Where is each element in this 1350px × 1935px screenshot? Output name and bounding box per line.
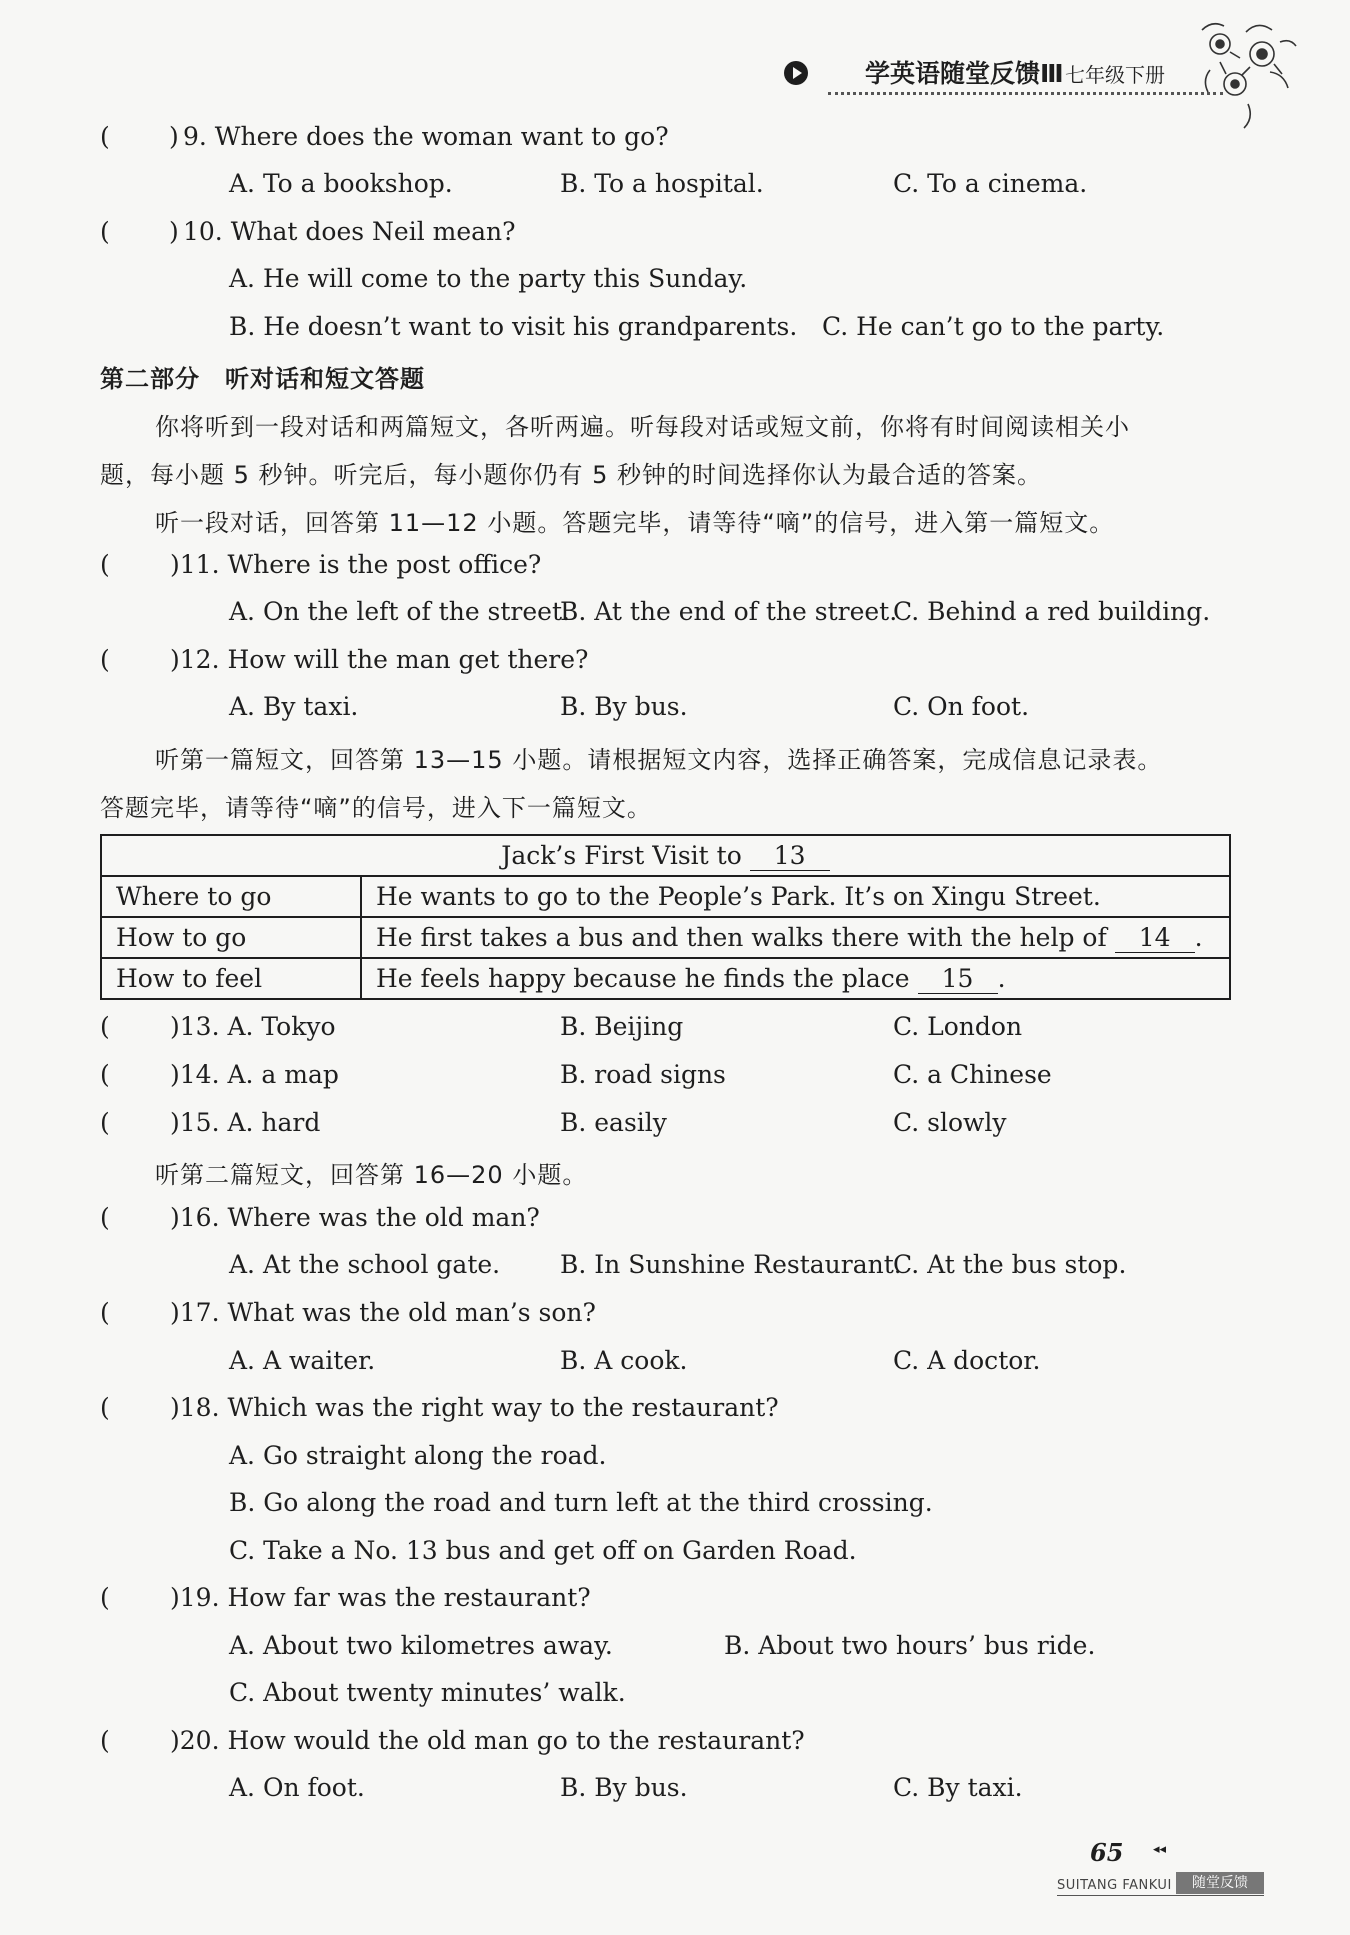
answer-paren-close: ) [169, 122, 179, 151]
question-16: )16. Where was the old man? [170, 1203, 540, 1232]
option-9a: A. To a bookshop. [229, 169, 453, 198]
option-12a: A. By taxi. [229, 692, 359, 721]
table-row-label: How to go [101, 917, 361, 958]
option-16a: A. At the school gate. [229, 1250, 501, 1279]
table-title-row [101, 835, 1230, 876]
footer-brand-en: SUITANG FANKUI [1057, 1878, 1172, 1893]
answer-paren: ( [100, 122, 110, 151]
option-20b: B. By bus. [560, 1773, 688, 1802]
page-number: 65 [1090, 1838, 1124, 1867]
option-10c: C. He can’t go to the party. [822, 312, 1165, 341]
question-18: )18. Which was the right way to the restaurant? [170, 1393, 779, 1422]
table-title: Jack’s First Visit to [501, 840, 750, 870]
answer-paren: ( [100, 1108, 110, 1137]
option-19a: A. About two kilometres away. [229, 1631, 613, 1660]
answer-paren: ( [100, 1726, 110, 1755]
option-20a: A. On foot. [229, 1773, 365, 1802]
option-19b: B. About two hours’ bus ride. [724, 1631, 1096, 1660]
option-17a: A. A waiter. [229, 1346, 376, 1375]
option-15b: B. easily [560, 1108, 667, 1137]
answer-paren: ( [100, 1060, 110, 1089]
question-15: )15. A. hard [170, 1108, 321, 1137]
blank-15: 15 [918, 964, 998, 994]
option-19c: C. About twenty minutes’ walk. [229, 1678, 626, 1707]
question-13: )13. A. Tokyo [170, 1012, 336, 1041]
row-suffix: . [997, 963, 1006, 993]
answer-paren: ( [100, 1203, 110, 1232]
option-18b: B. Go along the road and turn left at the third crossing. [229, 1488, 933, 1517]
table-row-text [361, 958, 1230, 999]
table-row [101, 917, 1230, 958]
option-11c: C. Behind a red building. [893, 597, 1211, 626]
header-title: 学英语随堂反馈Ⅲ [865, 59, 1064, 88]
table-row-text [361, 876, 1230, 917]
question-9: 9. Where does the woman want to go? [183, 122, 669, 151]
flower-ornament-icon [1190, 12, 1310, 132]
question-14: )14. A. a map [170, 1060, 339, 1089]
info-record-table [100, 834, 1231, 1000]
dialogue-instruction: 听一段对话，回答第 11—12 小题。答题完毕，请等待“嘀”的信号，进入第一篇短文。 [155, 509, 1115, 537]
answer-paren: ( [100, 1012, 110, 1041]
option-16c: C. At the bus stop. [893, 1250, 1127, 1279]
answer-paren: ( [100, 645, 110, 674]
row-text: He first takes a bus and then walks there with the help of [376, 922, 1115, 952]
header-dotted-rule [828, 92, 1223, 95]
row-text: He wants to go to the People’s Park. It’s on Xingu Street. [376, 882, 1101, 911]
intro-line-1: 你将听到一段对话和两篇短文，各听两遍。听每段对话或短文前，你将有时间阅读相关小 [155, 413, 1130, 441]
question-19: )19. How far was the restaurant? [170, 1583, 591, 1612]
question-10: 10. What does Neil mean? [183, 217, 516, 246]
question-12: )12. How will the man get there? [170, 645, 589, 674]
row-suffix: . [1194, 922, 1203, 952]
passage2-instruction: 听第二篇短文，回答第 16—20 小题。 [155, 1161, 588, 1189]
question-11: )11. Where is the post office? [170, 550, 542, 579]
blank-13: 13 [750, 841, 830, 871]
play-icon [784, 61, 808, 85]
table-row-label: Where to go [101, 876, 361, 917]
answer-paren-close: ) [169, 217, 179, 246]
passage1-instruction-1: 听第一篇短文，回答第 13—15 小题。请根据短文内容，选择正确答案，完成信息记录表。 [155, 746, 1163, 774]
question-17: )17. What was the old man’s son? [170, 1298, 596, 1327]
intro-line-2: 题，每小题 5 秒钟。听完后，每小题你仍有 5 秒钟的时间选择你认为最合适的答案。 [100, 461, 1043, 489]
table-row [101, 876, 1230, 917]
option-14c: C. a Chinese [893, 1060, 1052, 1089]
row-text: He feels happy because he finds the place [376, 963, 918, 993]
option-12b: B. By bus. [560, 692, 688, 721]
option-11a: A. On the left of the street. [229, 597, 570, 626]
passage1-instruction-2: 答题完毕，请等待“嘀”的信号，进入下一篇短文。 [100, 794, 652, 822]
header-subtitle: 七年级下册 [1065, 63, 1165, 87]
answer-paren: ( [100, 217, 110, 246]
option-9c: C. To a cinema. [893, 169, 1088, 198]
option-14b: B. road signs [560, 1060, 726, 1089]
question-20: )20. How would the old man go to the restaurant? [170, 1726, 805, 1755]
footer-brand-badge: 随堂反馈 [1176, 1872, 1264, 1894]
option-9b: B. To a hospital. [560, 169, 764, 198]
option-13c: C. London [893, 1012, 1023, 1041]
option-18c: C. Take a No. 13 bus and get off on Garden Road. [229, 1536, 857, 1565]
option-10b: B. He doesn’t want to visit his grandparents. [229, 312, 798, 341]
answer-paren: ( [100, 1298, 110, 1327]
option-17c: C. A doctor. [893, 1346, 1041, 1375]
option-10a: A. He will come to the party this Sunday. [229, 264, 748, 293]
blank-14: 14 [1115, 923, 1195, 953]
option-11b: B. At the end of the street. [560, 597, 898, 626]
section-heading: 第二部分 听对话和短文答题 [100, 365, 425, 393]
option-20c: C. By taxi. [893, 1773, 1023, 1802]
table-row-label: How to feel [101, 958, 361, 999]
table-title-cell [101, 835, 1230, 876]
option-16b: B. In Sunshine Restaurant. [560, 1250, 902, 1279]
answer-paren: ( [100, 550, 110, 579]
option-15c: C. slowly [893, 1108, 1007, 1137]
footer-rule [1057, 1895, 1264, 1896]
table-row-text [361, 917, 1230, 958]
answer-paren: ( [100, 1393, 110, 1422]
option-12c: C. On foot. [893, 692, 1030, 721]
double-arrow-icon: ◂◂ [1153, 1842, 1167, 1857]
table-row [101, 958, 1230, 999]
option-17b: B. A cook. [560, 1346, 688, 1375]
option-18a: A. Go straight along the road. [229, 1441, 607, 1470]
option-13b: B. Beijing [560, 1012, 684, 1041]
answer-paren: ( [100, 1583, 110, 1612]
